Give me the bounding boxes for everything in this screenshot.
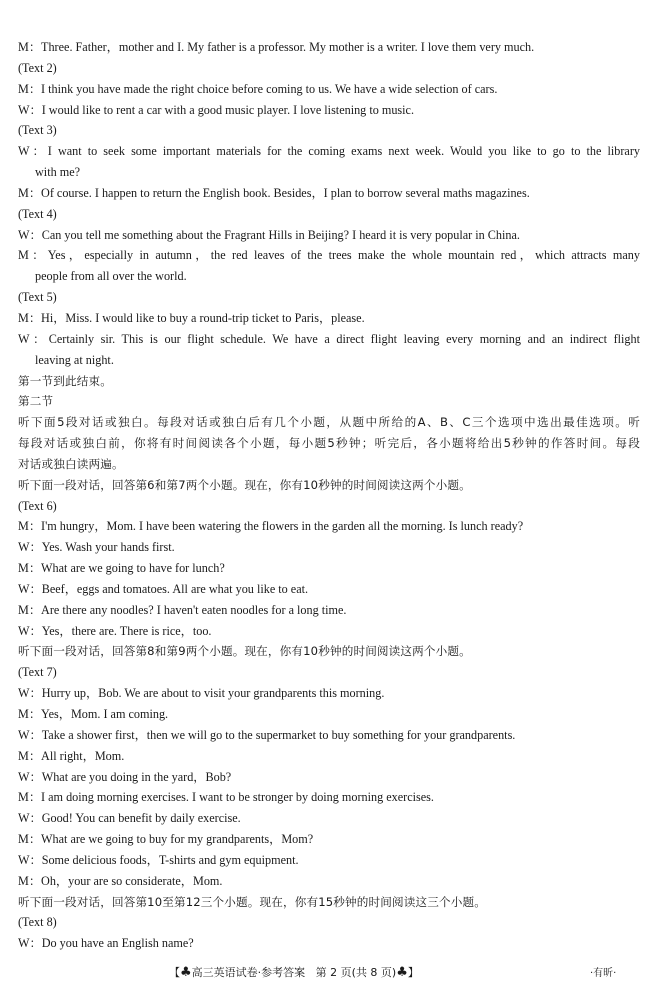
dialogue-continuation: with me? [35,165,81,180]
section-heading: (Text 3) [18,123,57,138]
dialogue-line: W：Take a shower first，then we will go to the supermarket to buy something for your grandparents. [18,727,516,742]
dialogue-line: M：What are we going to have for lunch? [18,561,225,576]
dialogue-line: W：I want to seek some important materials for the coming exams next week. Would you like to go to the library [18,144,640,159]
dialogue-line: W：What are you doing in the yard，Bob? [18,769,232,784]
section-heading: (Text 7) [18,665,57,680]
instruction-line: 第一节到此结束。 [18,373,112,388]
dialogue-line: M：Oh，your are so considerate，Mom. [18,873,223,888]
instruction-line: 听下面一段对话，回答第6和第7两个小题。现在，你有10秒钟的时间阅读这两个小题。 [18,477,471,492]
instruction-line: 第二节 [18,394,54,409]
dialogue-line: M：I think you have made the right choice before coming to us. We have a wide selection of cars. [18,81,498,96]
footer-open-bracket: 【 [169,966,180,979]
dialogue-line: M：Are there any noodles? I haven't eaten noodles for a long time. [18,602,347,617]
dialogue-line: M：What are we going to buy for my grandparents，Mom? [18,832,314,847]
instruction-line: 听下面一段对话，回答第10至第12三个小题。现在，你有15秒钟的时间阅读这三个小题。 [18,894,486,909]
footer-close-bracket: 】 [407,966,419,979]
dialogue-line: W：Yes，there are. There is rice，too. [18,623,212,638]
document-body [18,37,640,954]
dialogue-line: M：Hi，Miss. I would like to buy a round-trip ticket to Paris，please. [18,310,365,325]
dialogue-line: W：Yes. Wash your hands first. [18,540,175,555]
club-icon: ♣ [396,965,408,980]
page-footer [0,962,652,982]
dialogue-line: M：Yes，Mom. I am coming. [18,707,169,721]
dialogue-line: M：Three. Father，mother and I. My father is a professor. My mother is a writer. I love them very much. [18,40,535,54]
club-icon: ♣ [180,965,192,980]
dialogue-line: W：Can you tell me something about the Fragrant Hills in Beijing? I heard it is very popular in China. [18,227,520,242]
dialogue-line: M：All right，Mom. [18,748,125,763]
instruction-line: 听下面5段对话或独白。每段对话或独白后有几个小题，从题中所给的A、B、C三个选项中选出最佳选项。听 [18,415,640,430]
instruction-line: 听下面一段对话，回答第8和第9两个小题。现在，你有10秒钟的时间阅读这两个小题。 [18,644,471,659]
dialogue-line: M：Of course. I happen to return the English book. Besides，I plan to borrow several maths magazines. [18,185,530,200]
dialogue-continuation: leaving at night. [35,352,114,367]
instruction-line: 对话或独白读两遍。 [18,456,124,471]
footer-title: 高三英语试卷·参考答案 [191,966,306,979]
footer-mark: ·有昕· [590,968,617,979]
dialogue-line: W：Good! You can benefit by daily exercise. [18,811,241,826]
footer-page-number: 第 2 页(共 8 页) [315,966,397,979]
dialogue-line: W：Some delicious foods，T-shirts and gym equipment. [18,852,299,867]
dialogue-line: W：Do you have an English name? [18,936,194,951]
dialogue-continuation: people from all over the world. [35,269,187,284]
dialogue-line: W：I would like to rent a car with a good music player. I love listening to music. [18,102,415,117]
section-heading: (Text 4) [18,206,57,221]
dialogue-line: W：Hurry up，Bob. We are about to visit your grandparents this morning. [18,686,385,701]
dialogue-line: M：I am doing morning exercises. I want to be stronger by doing morning exercises. [18,790,434,805]
section-heading: (Text 6) [18,498,57,513]
instruction-line: 每段对话或独白前，你将有时间阅读各个小题，每小题5秒钟；听完后，各小题将给出5秒钟的作答时间。每段 [18,436,640,451]
dialogue-line: W：Certainly sir. This is our flight schedule. We have a direct flight leaving every morning and an indirect flight [18,331,640,346]
section-heading: (Text 2) [18,60,57,75]
dialogue-line: M：Yes，especially in autumn，the red leaves of the trees make the whole mountain red，which attracts many [18,248,640,263]
dialogue-line: M：I'm hungry，Mom. I have been watering the flowers in the garden all the morning. Is lunch ready? [18,519,524,534]
footer-center [169,964,419,980]
section-heading: (Text 5) [18,290,57,305]
section-heading: (Text 8) [18,915,57,930]
dialogue-line: W：Beef，eggs and tomatoes. All are what you like to eat. [18,581,309,596]
